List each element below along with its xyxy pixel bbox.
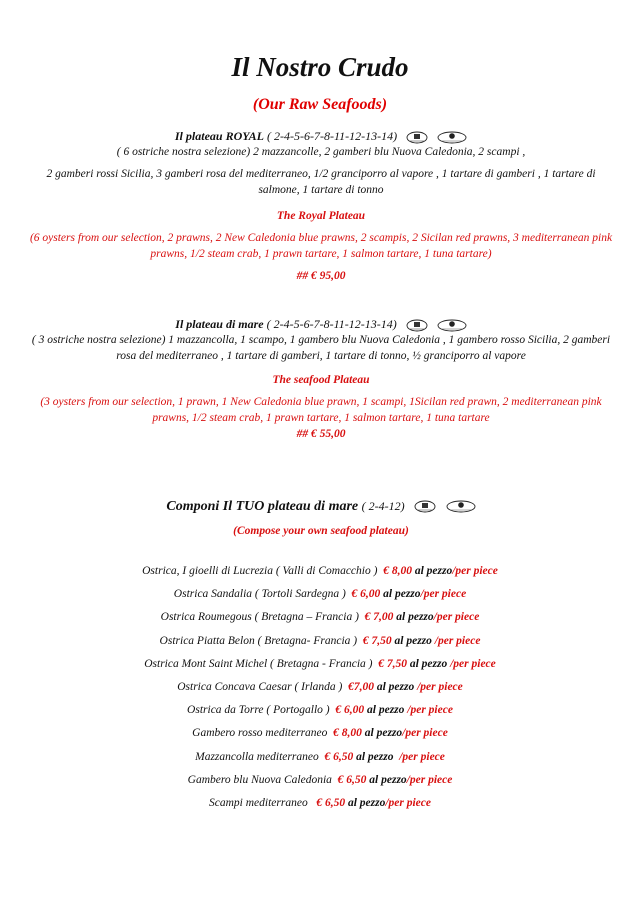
list-item: Ostrica Piatta Belon ( Bretagna- Francia ) € 7,50 al pezzo /per piece — [159, 634, 481, 647]
royal-en-title: The Royal Plateau — [276, 210, 366, 222]
list-item: Ostrica Roumegous ( Bretagna – Francia ) € 7,00 al pezzo/per piece — [160, 611, 480, 624]
list-item: Ostrica, I gioelli di Lucrezia ( Valli di Comacchio ) € 8,00 al pezzo/per piece — [142, 565, 498, 577]
mare-price: ## € 55,00 — [296, 428, 346, 440]
royal-price: ## € 95,00 — [296, 270, 346, 282]
mare-plateau-allergens: ( 2-4-5-6-7-8-11-12-13-14) — [266, 317, 397, 331]
list-item: Gambero blu Nuova Caledonia € 6,50 al pezzo/per piece — [187, 773, 453, 786]
list-item: Gambero rosso mediterraneo € 8,00 al pezzo/per piece — [192, 727, 448, 740]
restaurant-logo-icon — [437, 319, 467, 332]
mare-en-title: The seafood Plateau — [272, 374, 370, 386]
royal-plateau-name: Il plateau ROYAL — [174, 129, 265, 143]
fish-logo-icon — [414, 500, 436, 513]
page-title: Il Nostro Crudo — [231, 52, 409, 82]
oyster-price-list — [0, 560, 640, 815]
page-subtitle: (Our Raw Seafoods) — [252, 96, 388, 113]
compose-title: Componi Il TUO plateau di mare — [166, 499, 359, 514]
royal-it-line1: ( 6 ostriche nostra selezione) 2 mazzancolle, 2 gamberi blu Nuova Caledonia, 2 scampi , — [116, 146, 526, 158]
mare-plateau-section — [26, 316, 616, 442]
royal-en-desc: (6 oysters from our selection, 2 prawns, 2 New Caledonia blue prawns, 2 scampis, 2 Sicilan red prawns, 3 mediterranean pink prawns, 1/2 steam crab, 1 prawn tartare, 1 salmon tartare, 1 tuna tartare) — [29, 232, 613, 260]
royal-plateau-allergens: ( 2-4-5-6-7-8-11-12-13-14) — [267, 129, 398, 143]
royal-it-line2: 2 gamberi rossi Sicilia, 3 gamberi rosa del mediterraneo, 1/2 granciporro al vapore , 1 tartare di gamberi , 1 tartare di salmone, 1 tartare di tonno — [46, 168, 596, 196]
list-item: Ostrica Mont Saint Michel ( Bretagna - Francia ) € 7,50 al pezzo /per piece — [144, 657, 496, 670]
restaurant-logo-icon — [437, 131, 467, 144]
compose-section — [26, 498, 616, 539]
list-item: Scampi mediterraneo € 6,50 al pezzo/per piece — [209, 796, 431, 809]
list-item: Mazzancolla mediterraneo € 6,50 al pezzo /per piece — [195, 750, 445, 763]
compose-allergens: ( 2-4-12) — [361, 499, 405, 513]
fish-logo-icon — [406, 131, 428, 144]
mare-en-desc: (3 oysters from our selection, 1 prawn, 1 New Caledonia blue prawn, 1 scampi, 1Sicilan red prawn, 2 mediterranean pink prawns, 1/2 steam crab, 1 prawn tartare, 1 salmon tartare, 1 tuna tartare — [40, 396, 602, 424]
mare-plateau-name: Il plateau di mare — [175, 317, 264, 331]
list-item: Ostrica da Torre ( Portogallo ) € 6,00 al pezzo /per piece — [187, 704, 453, 717]
fish-logo-icon — [406, 319, 428, 332]
list-item: Ostrica Sandalia ( Tortoli Sardegna ) € 6,00 al pezzo/per piece — [173, 588, 467, 601]
list-item: Ostrica Concava Caesar ( Irlanda ) €7,00 al pezzo /per piece — [177, 680, 463, 693]
compose-subtitle: (Compose your own seafood plateau) — [233, 525, 409, 537]
royal-plateau-section — [26, 128, 616, 284]
mare-it-desc: ( 3 ostriche nostra selezione) 1 mazzancolla, 1 scampo, 1 gambero blu Nuova Caledonia , 1 gambero rosso Sicilia, 2 gamberi rosa del mediterraneo , 1 tartare di gamberi, 1 tartare di tonno, ½ granciporro al vapore — [31, 334, 611, 362]
restaurant-logo-icon — [446, 500, 476, 513]
